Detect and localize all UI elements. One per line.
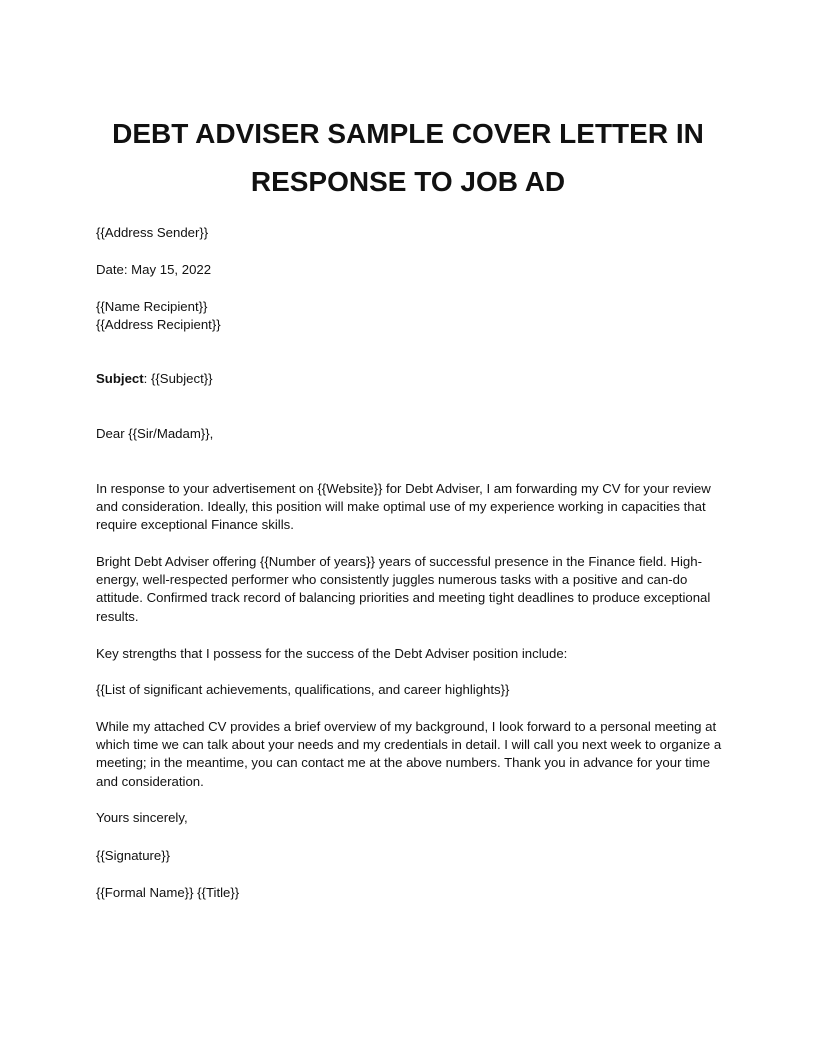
strengths-paragraph: Key strengths that I possess for the success of the Debt Adviser position include: <box>96 646 568 661</box>
intro-paragraph: In response to your advertisement on {{Website}} for Debt Adviser, I am forwarding my CV for your review and consideration. Ideally, this position will make optimal use of my experience working in capacities that require exceptional Finance skills. <box>96 481 711 533</box>
salutation: Dear {{Sir/Madam}}, <box>96 426 214 441</box>
profile-paragraph: Bright Debt Adviser offering {{Number of years}} years of successful presence in the Finance field. High-energy, well-respected performer who consistently juggles numerous tasks with a positive and can-do attitude. Confirmed track record of balancing priorities and meeting tight deadlines to produce exceptional results. <box>96 554 711 624</box>
subject-label: Subject <box>96 371 144 386</box>
formal-name-title: {{Formal Name}} {{Title}} <box>96 885 240 900</box>
achievements-paragraph: {{List of significant achievements, qualifications, and career highlights}} <box>96 682 510 697</box>
date-line: Date: May 15, 2022 <box>96 262 212 277</box>
recipient-name: {{Name Recipient}} <box>96 299 208 314</box>
signature: {{Signature}} <box>96 848 171 863</box>
sender-address: {{Address Sender}} <box>96 225 209 240</box>
closing-paragraph: While my attached CV provides a brief overview of my background, I look forward to a personal meeting at which time we can talk about your needs and my credentials in detail. I will call you next week to organize a meeting; in the meantime, you can contact me at the above numbers. Thank you in advance for your time and consideration. <box>96 719 722 789</box>
recipient-address: {{Address Recipient}} <box>96 317 221 332</box>
subject-value: : {{Subject}} <box>143 371 213 386</box>
sign-off: Yours sincerely, <box>96 810 188 825</box>
subject-line <box>96 370 213 388</box>
document-title: DEBT ADVISER SAMPLE COVER LETTER IN RESPONSE TO JOB AD <box>112 118 704 197</box>
